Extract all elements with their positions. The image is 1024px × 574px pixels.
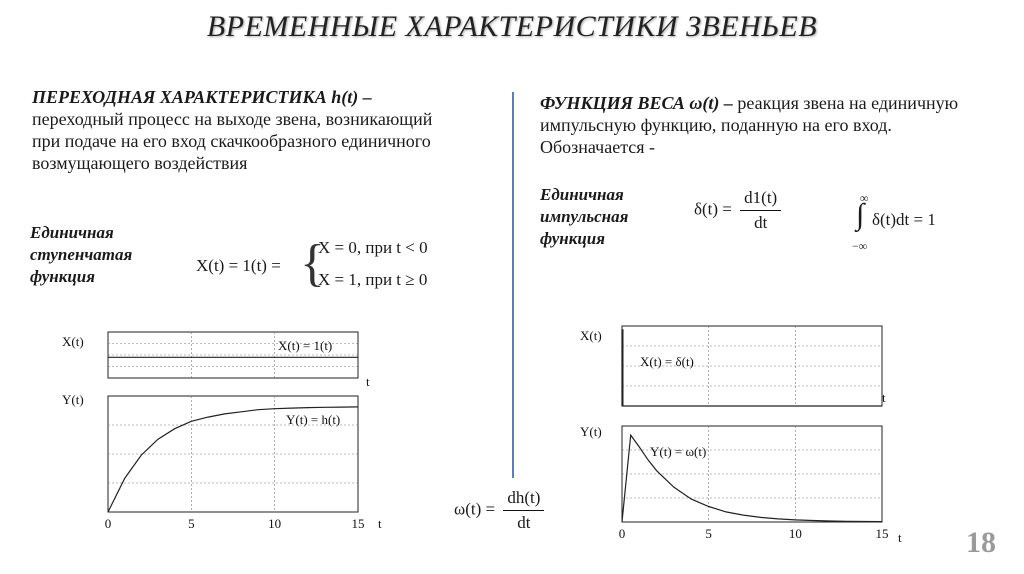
omega-formula-denominator: dt [517,513,531,532]
impulse-response-xlabel: t [898,530,902,545]
step-response-xtick-2: 10 [268,516,282,531]
step-formula-case-1: X = 0, при t < 0 [318,238,428,257]
transient-text: переходный процесс на выходе звена, возникающий при подаче на его вход скачкообразного единичного возмущающего воздействия [32,109,433,173]
impulse-response-legend: Y(t) = ω(t) [650,444,707,459]
delta-formula-fraction [740,188,781,233]
step-input-ylabel: X(t) [62,334,84,349]
delta-formula-denominator: dt [754,213,768,232]
step-caption-line-2: ступенчатая [30,245,133,264]
delta-formula-numerator: d1(t) [740,188,781,211]
integral-lower-limit: −∞ [852,239,868,253]
impulse-input-ylabel: X(t) [580,328,602,343]
impulse-input-xlabel: t [882,390,886,405]
step-response-xtick-0: 0 [104,516,112,531]
step-response-legend: Y(t) = h(t) [286,412,341,427]
impulse-response-xtick-2: 10 [788,526,802,541]
integral-body: δ(t)dt = 1 [872,210,936,229]
transient-heading: ПЕРЕХОДНАЯ ХАРАКТЕРИСТИКА h(t) [32,87,359,107]
impulse-caption [540,184,690,250]
step-formula-lhs: X(t) = 1(t) = [196,256,281,275]
step-response-plots [60,320,400,550]
integral-sign: ∫ [856,198,865,231]
step-response-xlabel: t [378,516,382,531]
step-input-legend: X(t) = 1(t) [278,338,333,353]
impulse-response-plots [580,318,910,550]
weight-function-description [540,92,992,158]
step-response-ylabel: Y(t) [62,392,84,407]
omega-formula [454,488,548,533]
impulse-response-xtick-1: 5 [705,526,712,541]
impulse-response-ylabel: Y(t) [580,424,602,439]
impulse-input-plot [580,326,886,406]
transient-description [32,86,462,174]
step-caption [30,222,180,288]
impulse-response-plot [580,424,902,545]
delta-formula [694,188,785,233]
omega-formula-fraction [503,488,544,533]
step-response-xtick-3: 15 [351,516,365,531]
impulse-input-legend: X(t) = δ(t) [640,354,694,369]
step-input-xlabel: t [366,374,370,389]
integral-upper-limit: ∞ [860,191,869,205]
page-number: 18 [966,526,996,559]
impulse-response-xtick-0: 0 [618,526,626,541]
step-formula-brace: { [300,235,325,292]
step-response-xtick-1: 5 [188,516,195,531]
omega-formula-lhs: ω(t) = [454,499,496,519]
impulse-caption-line-3: функция [540,229,605,248]
delta-formula-lhs: δ(t) = [694,199,732,219]
weight-heading: ФУНКЦИЯ ВЕСА ω(t) – [540,93,733,113]
impulse-response-xtick-3: 15 [875,526,889,541]
page-title: ВРЕМЕННЫЕ ХАРАКТЕРИСТИКИ ЗВЕНЬЕВ [206,10,818,43]
omega-formula-numerator: dh(t) [503,488,544,511]
step-caption-line-1: Единичная [30,223,114,242]
step-input-plot [62,332,370,389]
column-divider [512,92,514,478]
transient-dash: – [358,87,372,107]
weight-text: реакция звена на единичную импульсную функцию, поданную на его вход. Обозначается - [540,93,959,157]
step-response-plot [62,392,382,531]
step-caption-line-3: функция [30,267,95,286]
step-formula-case-2: X = 1, при t ≥ 0 [318,270,428,289]
impulse-caption-line-1: Единичная [540,185,624,204]
impulse-caption-line-2: импульсная [540,207,629,226]
integral-formula [848,190,978,254]
